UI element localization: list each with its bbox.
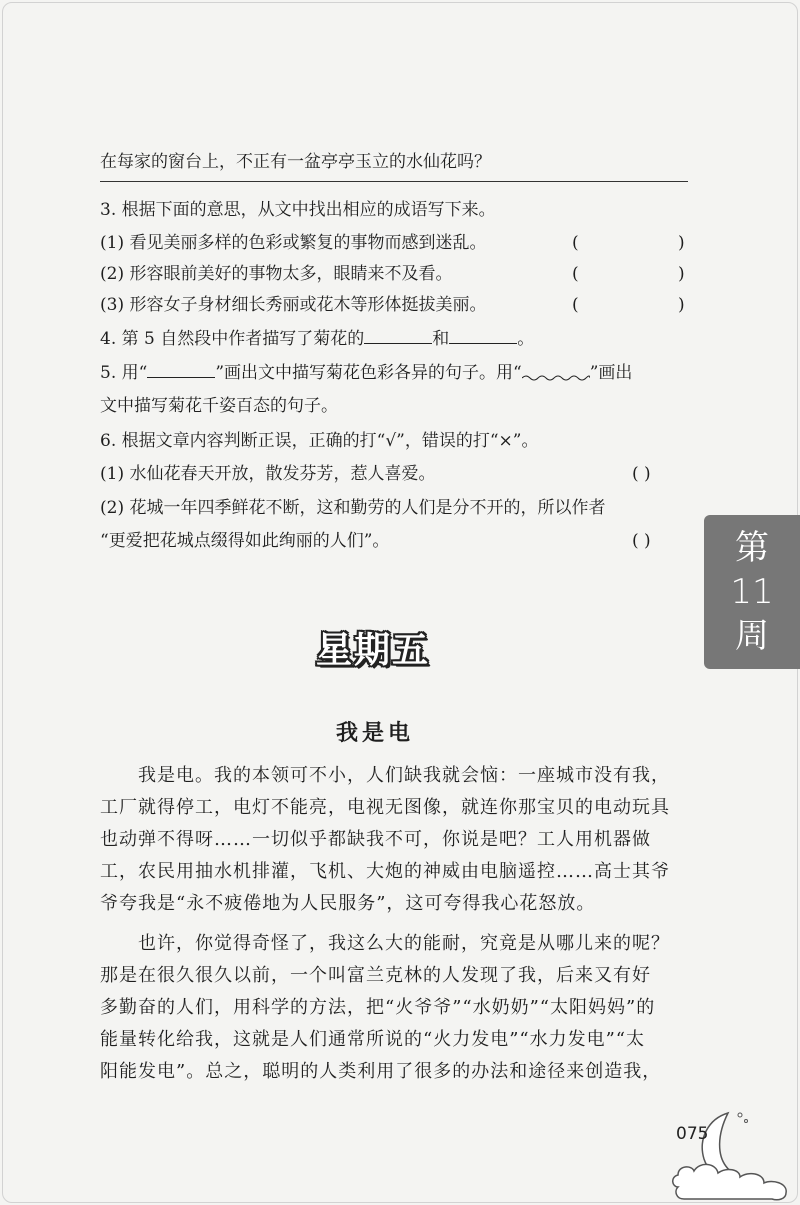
question-5-part-2: ”画出文中描写菊花色彩各异的句子。用“ xyxy=(215,363,522,383)
question-4-after: 。 xyxy=(517,329,535,349)
question-6-item-2-text: “更爱把花城点缀得如此绚丽的人们”。 xyxy=(100,531,390,551)
article-line: 那是在很久很久以前，一个叫富兰克林的人发现了我，后来又有好 xyxy=(100,965,651,986)
question-3-item-2 xyxy=(100,262,690,286)
straight-line-sample xyxy=(147,361,215,378)
article-title: 我是电 xyxy=(336,720,415,746)
question-6-item-2-line-2 xyxy=(100,529,690,553)
week-tab-char-1: 第 xyxy=(735,528,769,568)
week-tab-char-3: 周 xyxy=(735,616,769,656)
article-line: 我是电。我的本领可不小，人们缺我就会恼：一座城市没有我， xyxy=(100,765,670,786)
answer-blank[interactable] xyxy=(364,327,432,344)
question-3-item-2-text: (2) 形容眼前美好的事物太多，眼睛来不及看。 xyxy=(100,264,453,284)
question-5-part-1: 5. 用“ xyxy=(100,363,148,383)
question-3-stem: 3. 根据下面的意思，从文中找出相应的成语写下来。 xyxy=(100,200,496,220)
question-3-item-3-text: (3) 形容女子身材细长秀丽或花木等形体挺拔美丽。 xyxy=(100,295,487,315)
question-3-item-1-text: (1) 看见美丽多样的色彩或繁复的事物而感到迷乱。 xyxy=(100,233,487,253)
answer-parens[interactable]: ( ) xyxy=(632,464,651,484)
article-line: 能量转化给我，这就是人们通常所说的“火力发电”“水力发电”“太 xyxy=(100,1029,646,1050)
lead-text: 在每家的窗台上，不正有一盆亭亭玉立的水仙花吗？ xyxy=(100,152,491,172)
page-number: 075 xyxy=(676,1124,709,1144)
question-5-line-2: 文中描写菊花千姿百态的句子。 xyxy=(100,396,338,416)
answer-paren-close[interactable]: ) xyxy=(678,233,685,253)
question-4-before: 4. 第 5 自然段中作者描写了菊花的 xyxy=(100,329,365,349)
section-title: 星期五 xyxy=(316,630,431,671)
article-line: 阳能发电”。总之，聪明的人类利用了很多的办法和途径来创造我， xyxy=(100,1061,662,1082)
answer-blank[interactable] xyxy=(449,327,517,344)
article-line: 也许，你觉得奇怪了，我这么大的能耐，究竟是从哪儿来的呢？ xyxy=(100,933,670,954)
answer-paren-close[interactable]: ) xyxy=(678,295,685,315)
question-5-line-1 xyxy=(100,361,690,385)
article-line: 爷夸我是“永不疲倦地为人民服务”，这可夸得我心花怒放。 xyxy=(100,893,596,914)
answer-parens[interactable]: ( ) xyxy=(632,531,651,551)
wavy-line-sample xyxy=(522,362,590,378)
question-5-part-3: ”画出 xyxy=(589,363,633,383)
question-6-stem: 6. 根据文章内容判断正误，正确的打“√”，错误的打“×”。 xyxy=(100,431,539,451)
article-line: 工，农民用抽水机排灌，飞机、大炮的神威由电脑遥控……高士其爷 xyxy=(100,861,670,882)
question-3-item-1 xyxy=(100,231,690,255)
week-tab-number: 11 xyxy=(730,572,774,612)
answer-line[interactable] xyxy=(100,181,688,182)
article-line: 工厂就得停工，电灯不能亮，电视无图像，就连你那宝贝的电动玩具 xyxy=(100,797,670,818)
moon-cloud-icon xyxy=(668,1105,796,1205)
question-6-item-1-text: (1) 水仙花春天开放，散发芬芳，惹人喜爱。 xyxy=(100,464,436,484)
answer-paren-open[interactable]: ( xyxy=(572,264,579,284)
question-4 xyxy=(100,327,690,351)
answer-paren-close[interactable]: ) xyxy=(678,264,685,284)
article-line: 多勤奋的人们，用科学的方法，把“火爷爷”“水奶奶”“太阳妈妈”的 xyxy=(100,997,656,1018)
question-4-middle: 和 xyxy=(432,329,450,349)
week-tab xyxy=(704,515,800,669)
question-6-item-2-line-1: (2) 花城一年四季鲜花不断，这和勤劳的人们是分不开的，所以作者 xyxy=(100,498,606,518)
question-6-item-1 xyxy=(100,462,690,486)
answer-paren-open[interactable]: ( xyxy=(572,295,579,315)
article-line: 也动弹不得呀……一切似乎都缺我不可，你说是吧？工人用机器做 xyxy=(100,829,651,850)
answer-paren-open[interactable]: ( xyxy=(572,233,579,253)
question-3-item-3 xyxy=(100,293,690,317)
